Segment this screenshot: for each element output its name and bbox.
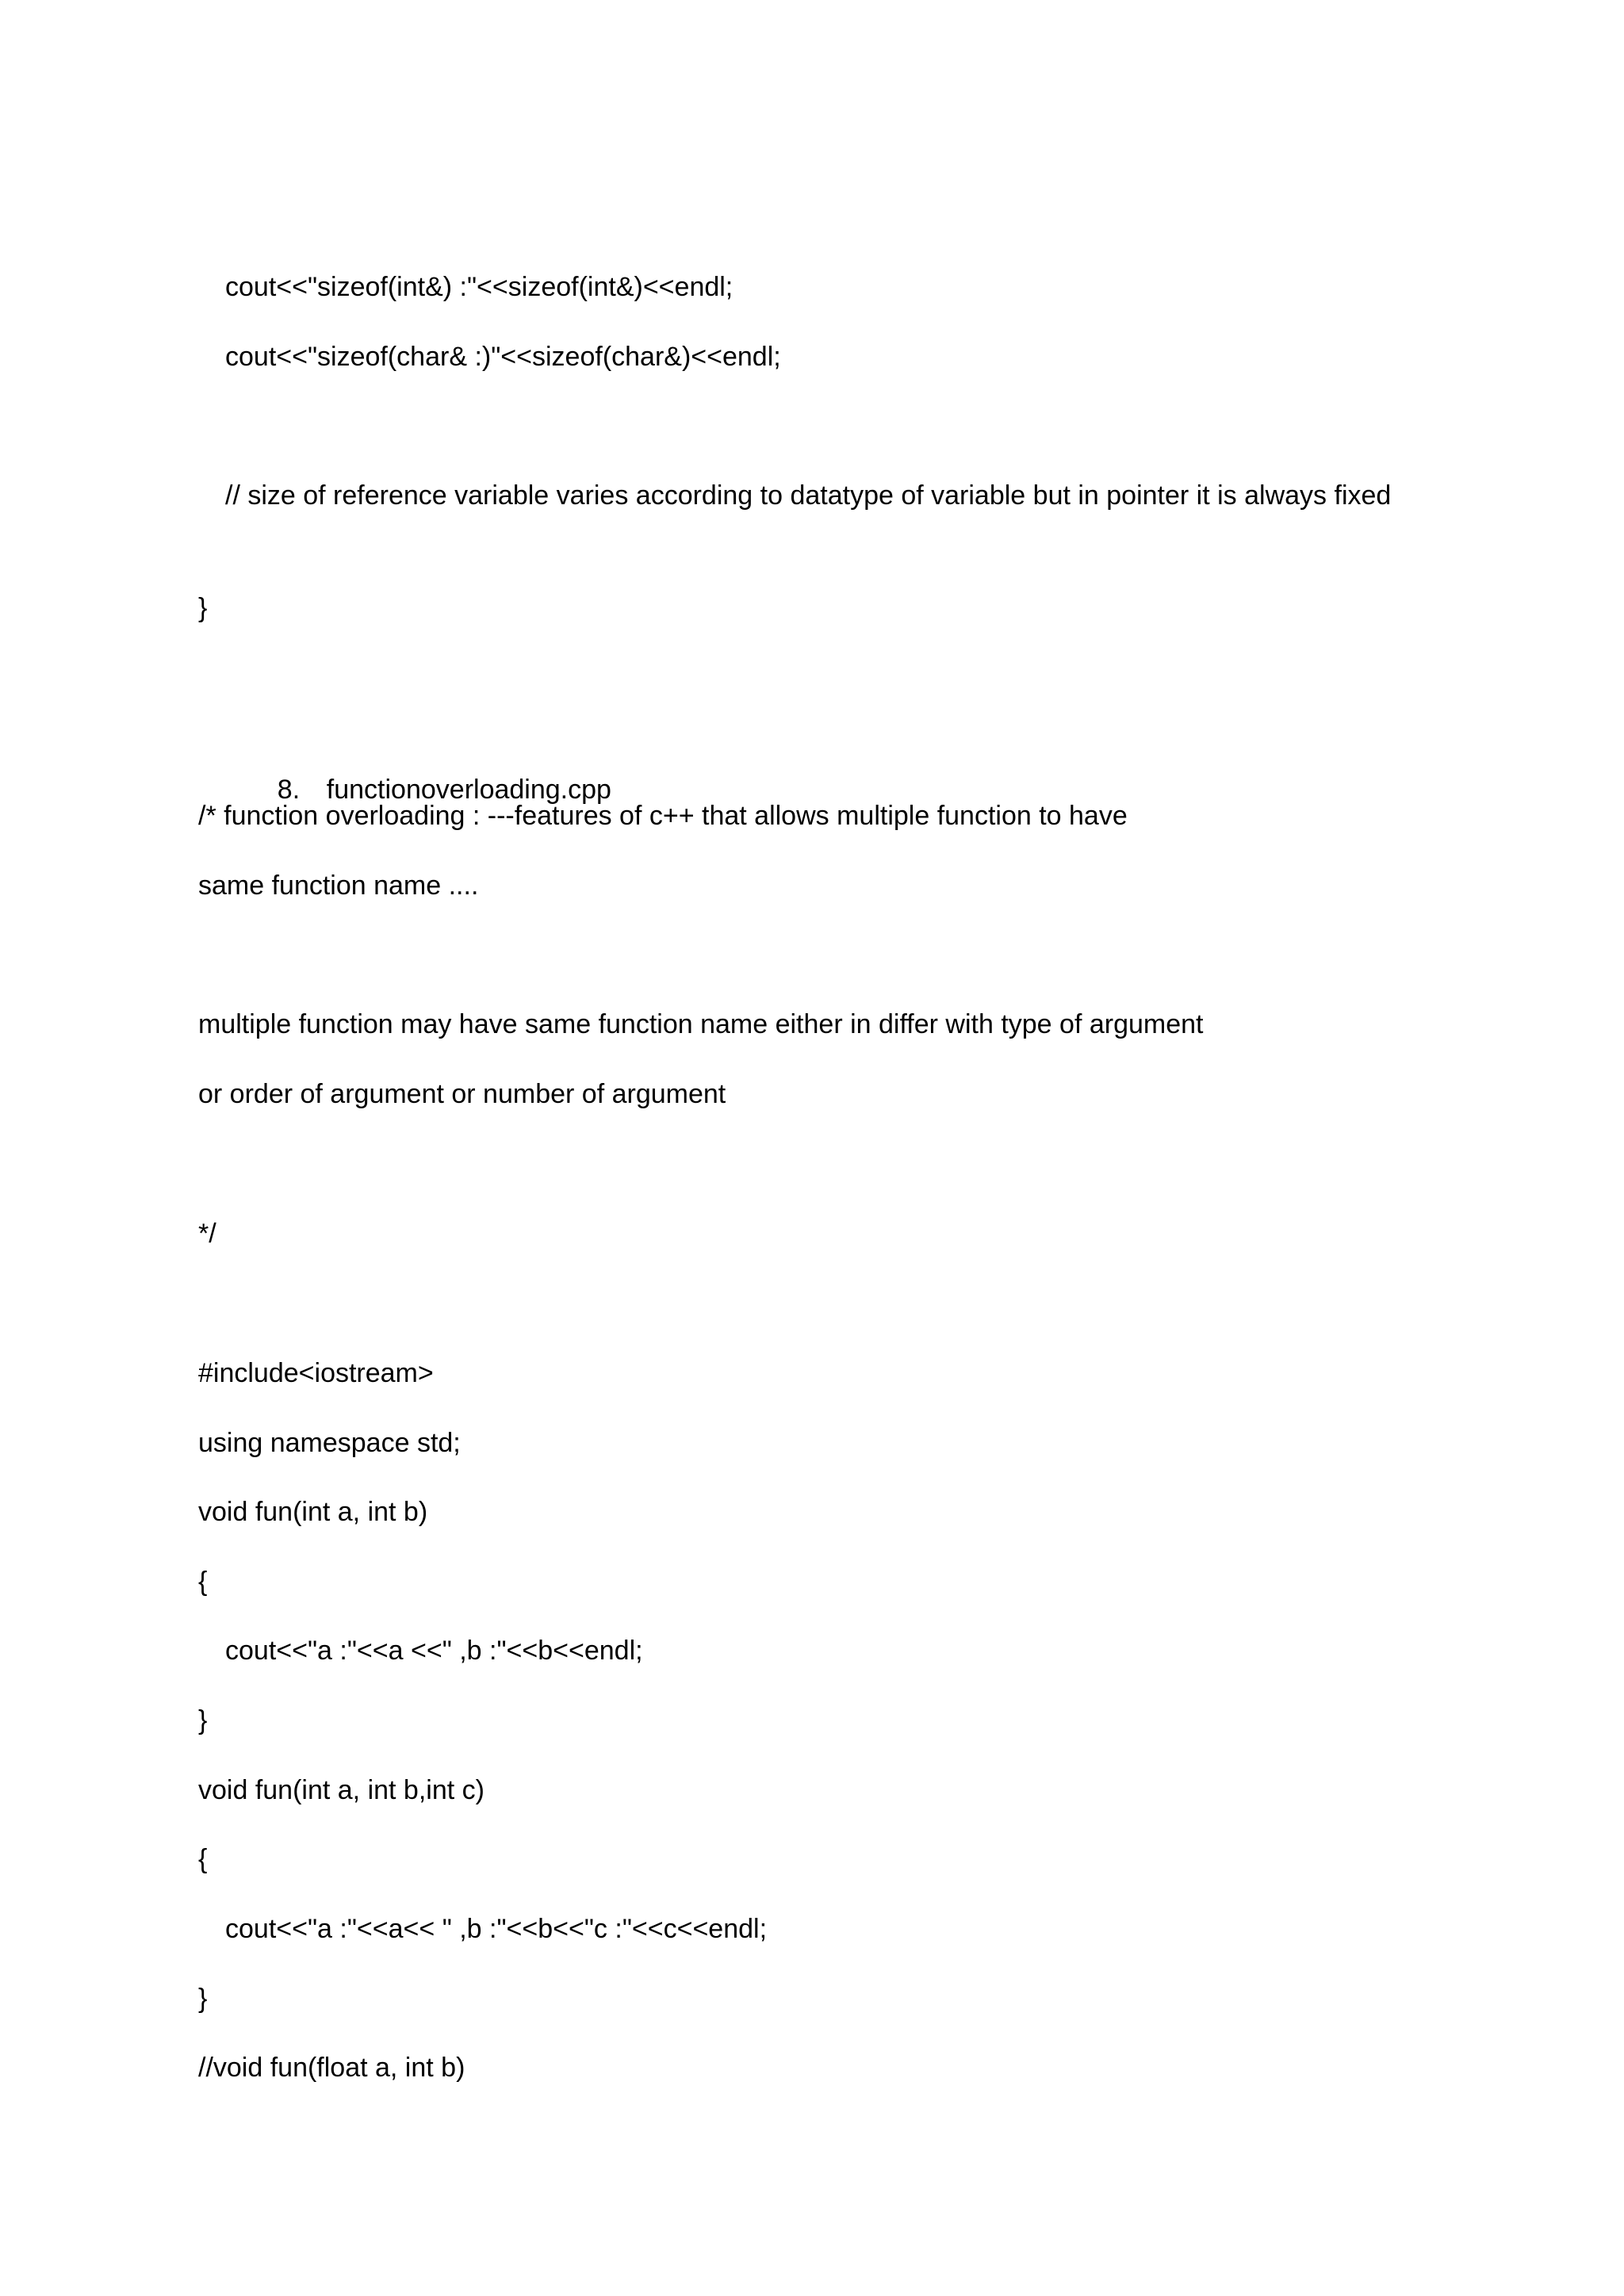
comment-line: multiple function may have same function name either in differ with type of argument bbox=[198, 1009, 1204, 1039]
comment-line: same function name .... bbox=[198, 871, 479, 901]
comment-line bbox=[198, 474, 1404, 517]
comment-end: */ bbox=[198, 1219, 216, 1249]
closing-brace: } bbox=[198, 1705, 208, 1735]
comment-text: // size of reference variable varies according to datatype of variable but in pointer it is always fixed bbox=[225, 480, 1392, 511]
opening-brace: { bbox=[198, 1567, 208, 1597]
code-line: void fun(int a, int b,int c) bbox=[198, 1775, 485, 1805]
code-line: cout<<"a :"<<a<< " ,b :"<<b<<"c :"<<c<<endl; bbox=[225, 1914, 768, 1944]
comment-line: /* function overloading : ---features of c++ that allows multiple function to have bbox=[198, 801, 1128, 831]
section-title: functionoverloading.cpp bbox=[326, 775, 611, 805]
closing-brace: } bbox=[198, 1984, 208, 2014]
code-line: void fun(int a, int b) bbox=[198, 1497, 428, 1527]
opening-brace: { bbox=[198, 1844, 208, 1874]
code-line: cout<<"a :"<<a <<" ,b :"<<b<<endl; bbox=[225, 1636, 643, 1666]
closing-brace: } bbox=[198, 593, 208, 623]
code-line: //void fun(float a, int b) bbox=[198, 2053, 465, 2083]
code-line: cout<<"sizeof(int&) :"<<sizeof(int&)<<endl; bbox=[225, 272, 733, 302]
code-line: using namespace std; bbox=[198, 1428, 461, 1458]
comment-line: or order of argument or number of argument bbox=[198, 1079, 726, 1109]
section-number: 8. bbox=[277, 775, 301, 805]
code-line: cout<<"sizeof(char& :)"<<sizeof(char&)<<endl; bbox=[225, 342, 781, 372]
code-line: #include<iostream> bbox=[198, 1358, 434, 1388]
